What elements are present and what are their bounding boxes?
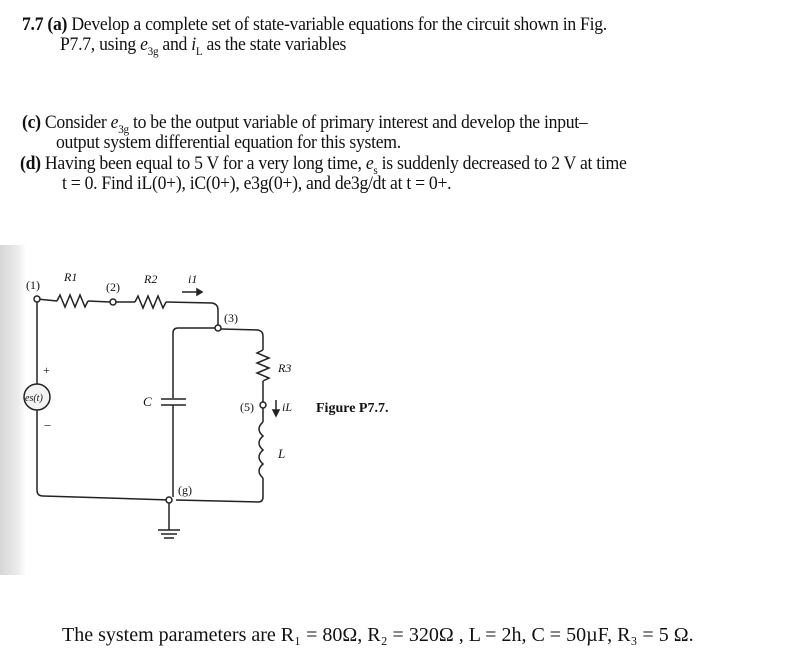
text: and: [158, 34, 192, 55]
il-label: iL: [282, 400, 293, 414]
node-5-label: (5): [240, 400, 254, 414]
minus-sign: −: [44, 418, 52, 433]
inductor-label: L: [278, 446, 286, 461]
resistor-r2: [135, 296, 166, 308]
part-a-label: (a): [47, 14, 68, 35]
r1-label: R1: [64, 270, 78, 284]
plus-sign: +: [43, 363, 50, 377]
var: e: [110, 112, 119, 133]
var: e: [365, 153, 374, 174]
sub: s: [373, 162, 378, 177]
r3-label: R3: [278, 361, 292, 375]
text: to be the output variable of primary interest and develop the input–: [128, 112, 588, 133]
part-c-label: (c): [22, 112, 41, 133]
resistor-r3: [257, 350, 269, 381]
sub: 3g: [147, 43, 159, 58]
r2-label: R2: [144, 272, 158, 286]
var: i: [191, 34, 196, 55]
text: Develop a complete set of state-variable equations for the circuit shown in Fig.: [71, 14, 607, 35]
source-label: es(t): [25, 393, 43, 404]
text: t = 0. Find iL(0+), iC(0+), e3g(0+), and de3g/dt at t = 0+.: [62, 173, 452, 194]
i1-label: i1: [188, 272, 198, 286]
sub: L: [195, 43, 203, 58]
text: Having been equal to 5 V for a very long time,: [44, 153, 366, 174]
node-3-label: (3): [224, 311, 238, 325]
ground-icon: [158, 530, 180, 538]
figure-caption: Figure P7.7.: [316, 401, 389, 416]
node-1-label: (1): [26, 278, 40, 292]
sub: 3g: [118, 121, 129, 136]
text: as the state variables: [202, 34, 347, 55]
var: e: [140, 34, 148, 55]
capacitor-label: C: [143, 394, 152, 409]
text: is suddenly decreased to 2 V at time: [377, 153, 627, 174]
node-g-label: (g): [178, 483, 192, 497]
problem-number: 7.7: [22, 14, 44, 35]
capacitor: [161, 399, 186, 405]
system-parameters: The system parameters are R₁ = 80Ω, R₂ = 320Ω , L = 2h, C = 50µF, R₃ = 5 Ω.: [62, 624, 694, 646]
text: Consider: [44, 112, 111, 133]
resistor-r1: [57, 295, 88, 307]
text: output system differential equation for this system.: [56, 132, 401, 153]
text: P7.7, using: [60, 34, 141, 55]
node-2-label: (2): [106, 280, 120, 294]
part-d-label: (d): [20, 153, 41, 174]
inductor: [259, 422, 263, 478]
